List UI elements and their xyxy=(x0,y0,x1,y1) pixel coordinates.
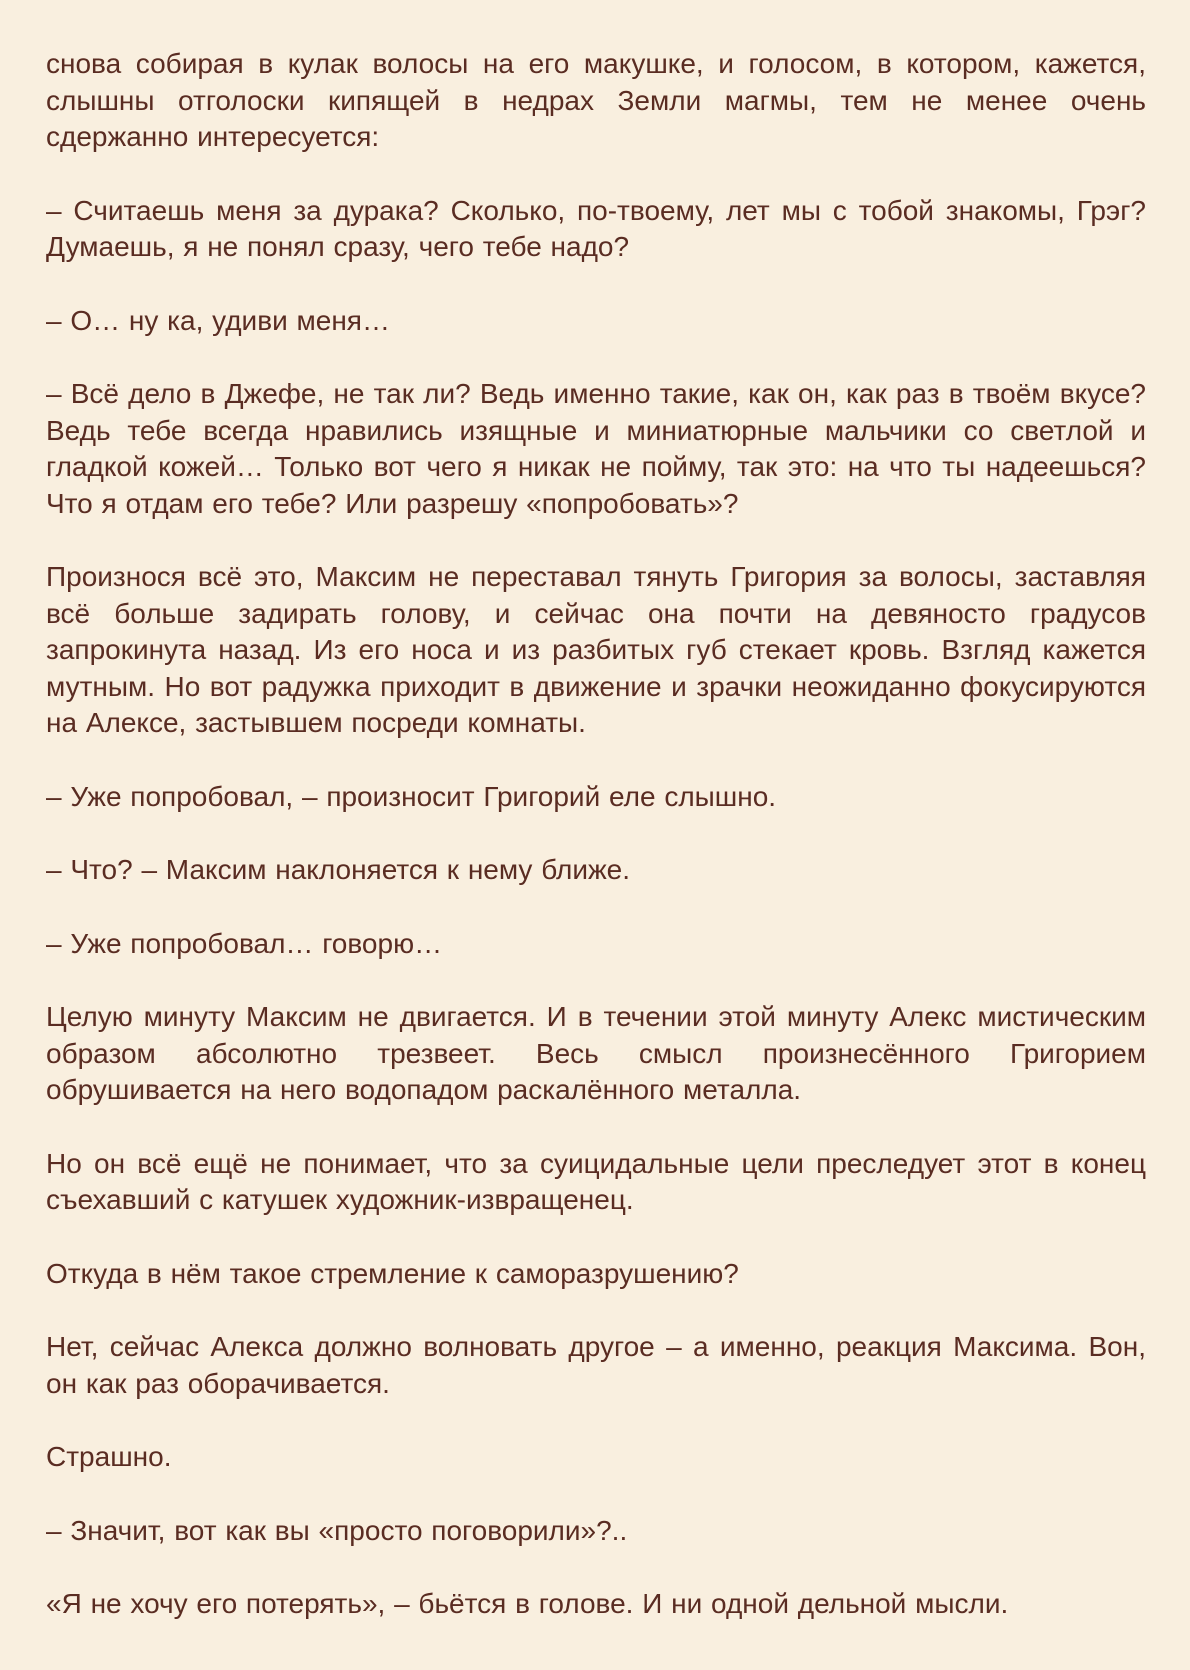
paragraph: Но он всё ещё не понимает, что за суицидальные цели преследует этот в конец съехавший с катушек художник-извращенец. xyxy=(46,1147,1146,1215)
paragraph: снова собирая в кулак волосы на его макушке, и голосом, в котором, кажется, слышны отголоски кипящей в недрах Земли магмы, тем не менее очень сдержанно интересуется: xyxy=(46,48,1146,152)
paragraph: – Уже попробовал… говорю… xyxy=(46,927,443,959)
paragraph: – Считаешь меня за дурака? Сколько, по-твоему, лет мы с тобой знакомы, Грэг? Думаешь, я не понял сразу, чего тебе надо? xyxy=(46,194,1146,262)
paragraph: Откуда в нём такое стремление к саморазрушению? xyxy=(46,1257,739,1289)
paragraph: «Я не хочу его потерять», – бьётся в голове. И ни одной дельной мысли. xyxy=(46,1588,1009,1619)
paragraph: Целую минуту Максим не двигается. И в течении этой минуту Алекс мистическим образом абсолютно трезвеет. Весь смысл произнесённого Григорием обрушивается на него водопадом раскалённого металла. xyxy=(46,1001,1146,1105)
paragraph: – О… ну ка, удиви меня… xyxy=(46,304,390,336)
paragraph: Нет, сейчас Алекса должно волновать другое – а именно, реакция Максима. Вон, он как раз оборачивается. xyxy=(46,1331,1146,1399)
paragraph: – Уже попробовал, – произносит Григорий еле слышно. xyxy=(46,780,777,812)
paragraph: – Что? – Максим наклоняется к нему ближе. xyxy=(46,854,631,885)
paragraph: Страшно. xyxy=(46,1441,172,1472)
paragraph: Произнося всё это, Максим не переставал тянуть Григория за волосы, заставляя всё больше задирать голову, и сейчас она почти на девяносто градусов запрокинута назад. Из его носа и из разбитых губ стекает кровь. Взгляд кажется мутным. Но вот радужка приходит в движение и зрачки неожиданно фокусируются на Алексе, застывшем посреди комнаты. xyxy=(46,561,1146,738)
paragraph: – Значит, вот как вы «просто поговорили»?.. xyxy=(46,1514,628,1546)
paragraph: – Всё дело в Джефе, не так ли? Ведь именно такие, как он, как раз в твоём вкусе? Ведь тебе всегда нравились изящные и миниатюрные мальчики со светлой и гладкой кожей… Только вот чего я никак не пойму, так это: на что ты надеешься? Что я отдам его тебе? Или разрешу «попробовать»? xyxy=(46,378,1146,519)
